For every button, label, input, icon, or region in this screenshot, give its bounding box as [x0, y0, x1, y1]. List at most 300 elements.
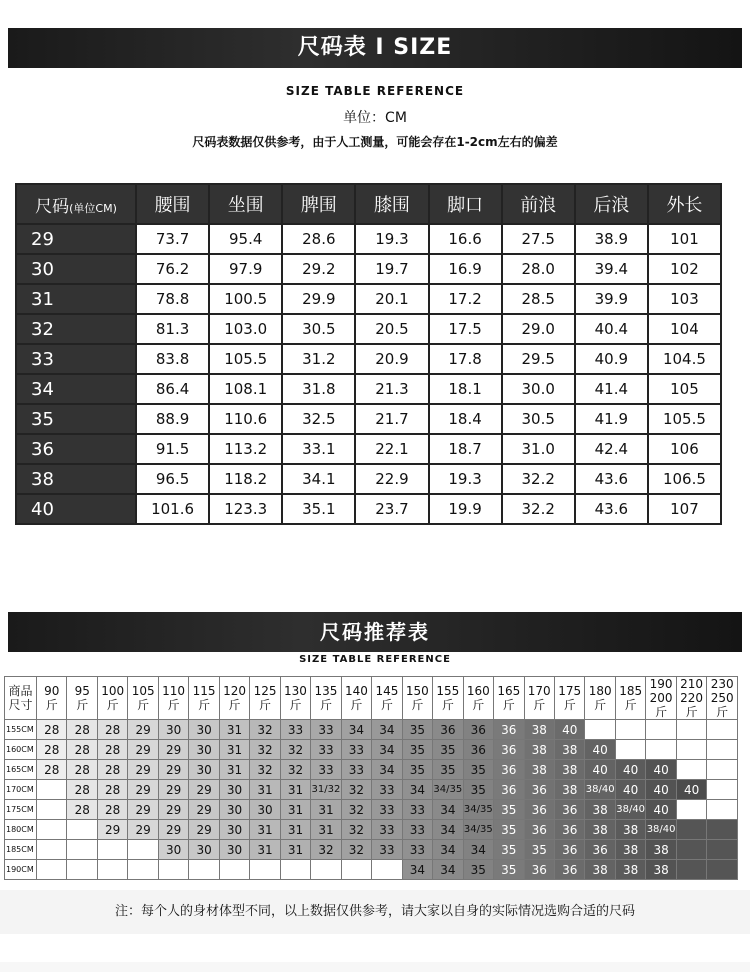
recommend-cell: 34/35: [463, 800, 493, 820]
weight-unit: 斤: [167, 698, 180, 712]
value-cell: 31.8: [282, 374, 355, 404]
recommend-cell: 34: [433, 860, 463, 880]
recommend-cell: 40: [646, 780, 676, 800]
recommend-cell: 29: [189, 780, 219, 800]
value-cell: 17.8: [429, 344, 502, 374]
weight-value: 185: [619, 684, 643, 698]
recommend-cell: 29: [158, 800, 188, 820]
value-cell: 41.9: [575, 404, 648, 434]
recommend-cell: 30: [189, 740, 219, 760]
table-row: [16, 344, 721, 374]
recommend-cell: 32: [311, 840, 341, 860]
recommend-cell: 29: [128, 820, 158, 840]
recommend-cell: 36: [494, 780, 524, 800]
value-cell: 113.2: [209, 434, 282, 464]
recommend-cell: 29: [128, 780, 158, 800]
header-cell: 坐围: [209, 184, 282, 224]
recommend-cell: [585, 720, 615, 740]
header-cell: 外长: [648, 184, 721, 224]
weight-value: 230: [710, 677, 734, 691]
value-cell: 39.9: [575, 284, 648, 314]
table-row: [16, 284, 721, 314]
height-cell: 170CM: [5, 780, 37, 800]
weight-value: 210: [680, 677, 704, 691]
recommendation-reference: SIZE TABLE REFERENCE: [299, 654, 451, 665]
recommend-cell: 34: [372, 740, 402, 760]
recommend-cell: 32: [341, 780, 371, 800]
weight-unit: 斤: [106, 698, 119, 712]
weight-unit: 斤: [259, 698, 272, 712]
height-cell: 175CM: [5, 800, 37, 820]
recommend-cell: 29: [158, 780, 188, 800]
value-cell: 21.7: [355, 404, 428, 434]
recommend-cell: 36: [524, 820, 554, 840]
table-row: [16, 404, 721, 434]
recommend-cell: [676, 840, 706, 860]
recommend-cell: 36: [554, 860, 584, 880]
recommend-cell: 34: [341, 720, 371, 740]
weight-unit: 250斤: [710, 691, 734, 719]
header-size-unit: (单位CM): [69, 201, 117, 215]
weight-unit: 斤: [289, 698, 302, 712]
recommend-cell: 38: [554, 760, 584, 780]
weight-header-cell: [402, 677, 432, 720]
value-cell: 20.1: [355, 284, 428, 314]
recommend-cell: 36: [433, 720, 463, 740]
weight-header-cell: [463, 677, 493, 720]
recommend-cell: 38: [646, 840, 676, 860]
weight-value: 105: [131, 684, 155, 698]
value-cell: 41.4: [575, 374, 648, 404]
recommend-cell: 29: [128, 800, 158, 820]
value-cell: 96.5: [136, 464, 209, 494]
table-header-row: [16, 184, 721, 224]
value-cell: 100.5: [209, 284, 282, 314]
weight-value: 145: [375, 684, 399, 698]
weight-header-cell: [311, 677, 341, 720]
recommend-cell: 34: [433, 820, 463, 840]
recommend-cell: 32: [250, 740, 280, 760]
weight-value: 135: [314, 684, 338, 698]
value-cell: 110.6: [209, 404, 282, 434]
header-cell: 膝围: [355, 184, 428, 224]
recommend-cell: 29: [189, 800, 219, 820]
value-cell: 32.2: [502, 464, 575, 494]
value-cell: 28.6: [282, 224, 355, 254]
header-cell: 后浪: [575, 184, 648, 224]
value-cell: 106.5: [648, 464, 721, 494]
recommend-cell: 34: [402, 860, 432, 880]
recommend-cell: 28: [67, 740, 97, 760]
recommend-cell: 30: [219, 840, 249, 860]
recommend-cell: 35: [494, 840, 524, 860]
weight-value: 170: [527, 684, 551, 698]
weight-unit: 斤: [533, 698, 546, 712]
recommend-cell: 29: [128, 720, 158, 740]
recommend-cell: [372, 860, 402, 880]
recommend-cell: [707, 780, 738, 800]
table-row: [5, 860, 738, 880]
value-cell: 16.6: [429, 224, 502, 254]
table-row: [5, 740, 738, 760]
recommend-cell: [37, 780, 67, 800]
value-cell: 33.1: [282, 434, 355, 464]
recommend-cell: [707, 840, 738, 860]
corner-bottom-label: 尺寸: [8, 698, 33, 712]
value-cell: 123.3: [209, 494, 282, 524]
recommend-cell: 38: [524, 760, 554, 780]
value-cell: 31.2: [282, 344, 355, 374]
table-row: [5, 800, 738, 820]
size-cell: 29: [16, 224, 136, 254]
recommend-cell: 33: [311, 740, 341, 760]
recommend-cell: 28: [37, 720, 67, 740]
recommend-cell: 31: [250, 820, 280, 840]
value-cell: 86.4: [136, 374, 209, 404]
value-cell: 32.2: [502, 494, 575, 524]
recommend-cell: [128, 860, 158, 880]
recommend-cell: [615, 720, 645, 740]
recommend-cell: [37, 860, 67, 880]
recommend-cell: 30: [219, 780, 249, 800]
height-cell: 155CM: [5, 720, 37, 740]
weight-unit: 200斤: [649, 691, 673, 719]
recommend-cell: 31: [219, 740, 249, 760]
measurement-note: 尺码表数据仅供参考，由于人工测量，可能会存在1-2cm左右的偏差: [192, 135, 558, 149]
recommend-cell: [67, 820, 97, 840]
recommend-cell: 38/40: [615, 800, 645, 820]
recommend-cell: 38/40: [646, 820, 676, 840]
table-row: [5, 720, 738, 740]
recommend-cell: [97, 860, 127, 880]
recommend-cell: 33: [402, 820, 432, 840]
value-cell: 78.8: [136, 284, 209, 314]
value-cell: 83.8: [136, 344, 209, 374]
recommend-cell: 34/35: [463, 820, 493, 840]
value-cell: 22.1: [355, 434, 428, 464]
recommend-cell: [67, 840, 97, 860]
recommend-cell: 28: [37, 760, 67, 780]
recommend-cell: 33: [311, 720, 341, 740]
value-cell: 19.7: [355, 254, 428, 284]
recommend-cell: 40: [646, 760, 676, 780]
table-row: [5, 840, 738, 860]
recommend-cell: 29: [158, 760, 188, 780]
recommend-cell: 33: [372, 800, 402, 820]
recommend-cell: [676, 860, 706, 880]
recommend-cell: 29: [128, 760, 158, 780]
value-cell: 118.2: [209, 464, 282, 494]
weight-value: 175: [558, 684, 582, 698]
weight-header-cell: [219, 677, 249, 720]
recommend-cell: 38: [585, 860, 615, 880]
recommend-cell: 28: [67, 780, 97, 800]
table-row: [16, 314, 721, 344]
recommend-cell: 31: [250, 780, 280, 800]
recommend-cell: 36: [585, 840, 615, 860]
weight-unit: 斤: [350, 698, 363, 712]
recommend-cell: 35: [463, 780, 493, 800]
recommend-cell: [250, 860, 280, 880]
weight-header-cell: [158, 677, 188, 720]
weight-header-cell: [494, 677, 524, 720]
weight-value: 100: [101, 684, 125, 698]
recommend-cell: 36: [524, 860, 554, 880]
recommend-cell: [128, 840, 158, 860]
recommend-cell: 38: [524, 720, 554, 740]
recommend-cell: [67, 860, 97, 880]
table-row: [5, 760, 738, 780]
weight-value: 130: [284, 684, 307, 698]
recommend-cell: 32: [250, 760, 280, 780]
size-chart-banner: 尺码表 I SIZE: [8, 28, 742, 68]
recommend-cell: 31: [280, 780, 310, 800]
weight-header-cell: [646, 677, 676, 720]
weight-header-cell: [372, 677, 402, 720]
header-size-label: 尺码: [35, 196, 70, 217]
weight-header-cell: [676, 677, 706, 720]
value-cell: 19.3: [429, 464, 502, 494]
recommend-cell: 31: [219, 720, 249, 740]
recommend-cell: 35: [433, 740, 463, 760]
size-cell: 35: [16, 404, 136, 434]
weight-unit: 斤: [441, 698, 454, 712]
value-cell: 29.2: [282, 254, 355, 284]
value-cell: 108.1: [209, 374, 282, 404]
weight-header-row: [5, 677, 738, 720]
recommend-cell: 34: [372, 760, 402, 780]
value-cell: 101.6: [136, 494, 209, 524]
recommend-cell: 36: [494, 740, 524, 760]
recommend-cell: 30: [158, 720, 188, 740]
recommend-cell: 30: [189, 760, 219, 780]
value-cell: 30.5: [282, 314, 355, 344]
recommend-cell: 40: [585, 760, 615, 780]
recommend-cell: 38: [524, 740, 554, 760]
weight-unit: 斤: [319, 698, 332, 712]
value-cell: 105.5: [648, 404, 721, 434]
recommend-cell: [707, 720, 738, 740]
value-cell: 22.9: [355, 464, 428, 494]
recommend-cell: 36: [463, 740, 493, 760]
recommend-cell: 36: [554, 800, 584, 820]
recommend-cell: [707, 760, 738, 780]
recommendation-banner: 尺码推荐表: [8, 612, 742, 652]
size-cell: 34: [16, 374, 136, 404]
weight-header-cell: [189, 677, 219, 720]
value-cell: 81.3: [136, 314, 209, 344]
size-measurement-table: [15, 183, 722, 525]
recommend-cell: [707, 820, 738, 840]
recommend-cell: 34/35: [433, 780, 463, 800]
corner-header-cell: [5, 677, 37, 720]
weight-unit: 斤: [137, 698, 150, 712]
recommend-cell: [707, 860, 738, 880]
size-cell: 40: [16, 494, 136, 524]
weight-unit: 斤: [472, 698, 485, 712]
recommend-cell: 31: [250, 840, 280, 860]
value-cell: 34.1: [282, 464, 355, 494]
recommend-cell: 35: [524, 840, 554, 860]
value-cell: 88.9: [136, 404, 209, 434]
recommend-cell: 33: [402, 840, 432, 860]
header-cell: 脚口: [429, 184, 502, 224]
size-cell: 38: [16, 464, 136, 494]
size-cell: 36: [16, 434, 136, 464]
value-cell: 29.5: [502, 344, 575, 374]
value-cell: 18.1: [429, 374, 502, 404]
recommend-cell: 28: [67, 720, 97, 740]
value-cell: 28.0: [502, 254, 575, 284]
recommend-cell: 40: [646, 800, 676, 820]
recommend-cell: 35: [463, 860, 493, 880]
recommend-cell: 38: [554, 740, 584, 760]
weight-header-cell: [433, 677, 463, 720]
recommend-cell: 28: [37, 740, 67, 760]
value-cell: 43.6: [575, 464, 648, 494]
recommend-cell: [37, 800, 67, 820]
recommend-cell: 35: [494, 820, 524, 840]
recommend-cell: [341, 860, 371, 880]
weight-unit: 220斤: [680, 691, 704, 719]
recommend-cell: 38: [585, 820, 615, 840]
footer-strip: [0, 962, 750, 972]
recommend-cell: 30: [158, 840, 188, 860]
recommend-cell: 38: [554, 780, 584, 800]
weight-header-cell: [554, 677, 584, 720]
weight-unit: 斤: [380, 698, 393, 712]
value-cell: 17.2: [429, 284, 502, 314]
recommend-cell: 33: [311, 760, 341, 780]
header-cell: 前浪: [502, 184, 575, 224]
recommend-cell: 30: [219, 820, 249, 840]
value-cell: 19.3: [355, 224, 428, 254]
weight-value: 120: [223, 684, 246, 698]
recommend-cell: [676, 740, 706, 760]
recommend-cell: 28: [67, 760, 97, 780]
bottom-note: 注：每个人的身材体型不同，以上数据仅供参考，请大家以自身的实际情况选购合适的尺码: [0, 890, 750, 934]
recommend-cell: 34: [402, 780, 432, 800]
value-cell: 19.9: [429, 494, 502, 524]
value-cell: 43.6: [575, 494, 648, 524]
height-cell: 180CM: [5, 820, 37, 840]
recommend-cell: 38: [646, 860, 676, 880]
value-cell: 40.4: [575, 314, 648, 344]
weight-value: 140: [344, 684, 368, 698]
weight-unit: 斤: [624, 698, 637, 712]
value-cell: 103: [648, 284, 721, 314]
weight-value: 150: [405, 684, 429, 698]
recommend-cell: [676, 800, 706, 820]
value-cell: 97.9: [209, 254, 282, 284]
recommend-cell: 38/40: [585, 780, 615, 800]
recommend-cell: [676, 720, 706, 740]
table-row: [16, 374, 721, 404]
value-cell: 35.1: [282, 494, 355, 524]
weight-value: 125: [253, 684, 277, 698]
recommend-cell: 31: [280, 820, 310, 840]
weight-unit: 斤: [594, 698, 607, 712]
table-row: [16, 224, 721, 254]
recommend-cell: 28: [97, 740, 127, 760]
weight-unit: 斤: [45, 698, 58, 712]
recommend-cell: 32: [250, 720, 280, 740]
recommend-cell: 28: [97, 720, 127, 740]
value-cell: 18.7: [429, 434, 502, 464]
height-cell: 190CM: [5, 860, 37, 880]
recommend-cell: 40: [676, 780, 706, 800]
recommend-cell: [37, 820, 67, 840]
recommend-cell: 40: [585, 740, 615, 760]
recommend-cell: 36: [494, 760, 524, 780]
recommend-cell: 30: [189, 840, 219, 860]
table-row: [16, 254, 721, 284]
recommend-cell: 31: [219, 760, 249, 780]
value-cell: 38.9: [575, 224, 648, 254]
recommend-cell: 36: [524, 800, 554, 820]
recommend-cell: 35: [494, 860, 524, 880]
recommend-cell: 36: [494, 720, 524, 740]
recommend-cell: [646, 720, 676, 740]
recommend-cell: 29: [158, 740, 188, 760]
header-cell: 腰围: [136, 184, 209, 224]
recommend-cell: 32: [341, 820, 371, 840]
value-cell: 105: [648, 374, 721, 404]
value-cell: 16.9: [429, 254, 502, 284]
recommend-cell: 34: [433, 800, 463, 820]
weight-header-cell: [37, 677, 67, 720]
weight-unit: 斤: [76, 698, 89, 712]
weight-header-cell: [524, 677, 554, 720]
recommend-cell: 38: [585, 800, 615, 820]
recommend-cell: 35: [494, 800, 524, 820]
recommend-cell: 36: [524, 780, 554, 800]
recommend-cell: 33: [372, 820, 402, 840]
weight-value: 165: [497, 684, 521, 698]
value-cell: 42.4: [575, 434, 648, 464]
recommend-cell: 30: [219, 800, 249, 820]
weight-header-cell: [615, 677, 645, 720]
value-cell: 30.5: [502, 404, 575, 434]
recommend-cell: [280, 860, 310, 880]
value-cell: 39.4: [575, 254, 648, 284]
value-cell: 18.4: [429, 404, 502, 434]
size-cell: 33: [16, 344, 136, 374]
recommend-cell: 35: [402, 720, 432, 740]
recommend-cell: 32: [341, 840, 371, 860]
recommend-cell: 28: [67, 800, 97, 820]
size-recommendation-table: [4, 676, 738, 880]
size-cell: 31: [16, 284, 136, 314]
recommend-cell: 31: [280, 840, 310, 860]
value-cell: 32.5: [282, 404, 355, 434]
table-row: [5, 820, 738, 840]
size-table-reference: SIZE TABLE REFERENCE: [285, 84, 465, 98]
value-cell: 29.0: [502, 314, 575, 344]
recommend-cell: 35: [463, 760, 493, 780]
recommend-cell: 28: [97, 800, 127, 820]
header-size-cell: [16, 184, 136, 224]
value-cell: 40.9: [575, 344, 648, 374]
recommend-cell: 32: [280, 760, 310, 780]
recommend-cell: [97, 840, 127, 860]
table-row: [5, 780, 738, 800]
value-cell: 17.5: [429, 314, 502, 344]
recommend-cell: 28: [97, 780, 127, 800]
recommend-cell: 38: [615, 820, 645, 840]
table-row: [16, 464, 721, 494]
weight-unit: 斤: [411, 698, 424, 712]
